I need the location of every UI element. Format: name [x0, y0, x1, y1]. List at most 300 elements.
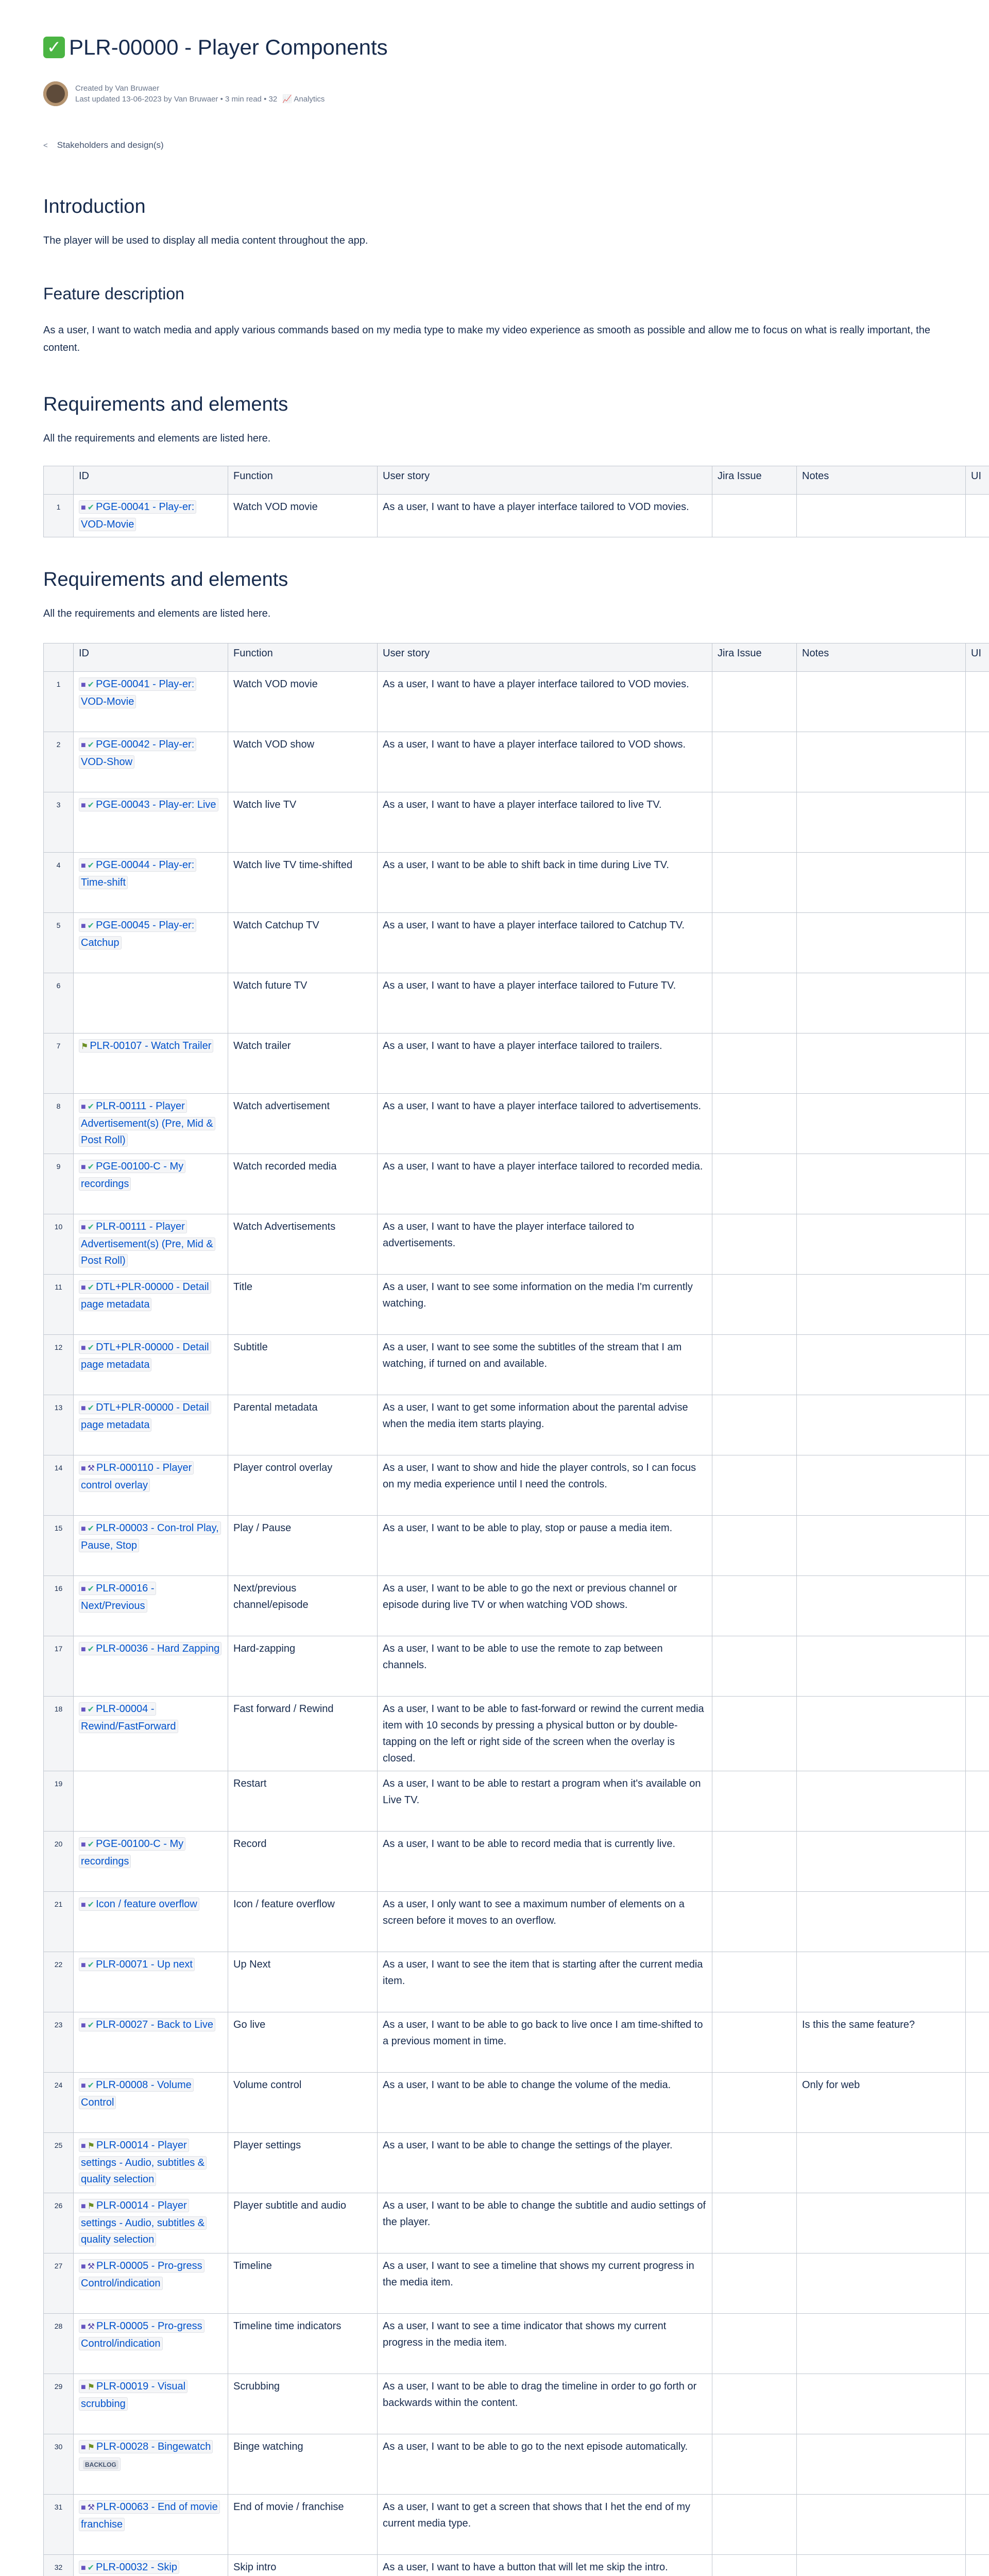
function-cell: Play / Pause — [228, 1516, 378, 1576]
table-row — [44, 1335, 989, 1395]
status-badge: BACKLOG — [83, 2460, 118, 2469]
requirements-table — [43, 643, 989, 2576]
link-label[interactable]: PLR-00107 - Watch Trailer — [90, 1040, 212, 1052]
link-label[interactable]: PLR-000110 - Player control overlay — [81, 1462, 192, 1491]
table-row — [44, 1576, 989, 1636]
column-header: UI — [966, 643, 989, 672]
check-icon: ✔ — [87, 1344, 95, 1352]
link-label[interactable]: PLR-00028 - Bingewatch — [96, 2441, 211, 2452]
table-row — [44, 792, 989, 853]
page-link[interactable] — [79, 919, 196, 950]
function-cell: Scrubbing — [228, 2374, 378, 2434]
page-link[interactable] — [79, 2139, 207, 2186]
ui-cell — [966, 2374, 989, 2434]
column-header — [44, 466, 74, 495]
table-row — [44, 2253, 989, 2314]
jira-issue-cell — [712, 1033, 797, 1094]
column-header: Jira Issue — [712, 643, 797, 672]
views-count[interactable]: 32 — [268, 95, 278, 104]
id-cell — [74, 672, 228, 732]
user-story-cell: As a user, I want to see a time indicator that shows my current progress in the media item. — [378, 2314, 712, 2374]
feature-heading: Feature description — [43, 284, 184, 303]
table-row — [44, 2133, 989, 2193]
page-link[interactable] — [79, 1099, 215, 1147]
page-link[interactable] — [79, 1958, 195, 1971]
bookmark-icon: ■ — [81, 1103, 86, 1111]
id-cell — [74, 1455, 228, 1516]
bookmark-icon: ■ — [81, 741, 86, 750]
page-link[interactable] — [79, 1160, 185, 1191]
bookmark-icon: ■ — [81, 1283, 86, 1292]
table-row — [44, 2193, 989, 2253]
table-row — [44, 1275, 989, 1335]
function-cell: Watch live TV — [228, 792, 378, 853]
link-label[interactable]: PLR-00111 - Player Advertisement(s) (Pre, Mid & Post Roll) — [81, 1221, 213, 1266]
check-icon: ✔ — [87, 861, 95, 870]
user-story-cell: As a user, I want to have a player interface tailored to VOD movies. — [378, 672, 712, 732]
check-icon: ✔ — [87, 681, 95, 689]
jira-issue-cell — [712, 2253, 797, 2314]
function-cell: Restart — [228, 1771, 378, 1832]
breadcrumb[interactable] — [43, 140, 164, 150]
user-story-cell: As a user, I want to have a player interface tailored to Catchup TV. — [378, 913, 712, 973]
check-icon: ✔ — [87, 1524, 95, 1533]
row-number: 21 — [44, 1892, 74, 1952]
link-label[interactable]: DTL+PLR-00000 - Detail page metadata — [81, 1402, 209, 1431]
jira-issue-cell — [712, 1636, 797, 1697]
id-cell — [74, 1892, 228, 1952]
table-row — [44, 2434, 989, 2495]
bookmark-icon: ■ — [81, 1585, 86, 1594]
row-number: 11 — [44, 1275, 74, 1335]
jira-issue-cell — [712, 2073, 797, 2133]
id-cell — [74, 792, 228, 853]
user-story-cell: As a user, I want to be able to use the remote to zap between channels. — [378, 1636, 712, 1697]
page-link[interactable] — [79, 2199, 207, 2246]
requirements-table — [43, 466, 989, 537]
breadcrumb-parent[interactable]: Stakeholders and design(s) — [57, 140, 164, 150]
flag-icon: ⚑ — [87, 2142, 95, 2150]
table-row — [44, 1094, 989, 1154]
table-row — [44, 2073, 989, 2133]
check-icon: ✔ — [87, 1645, 95, 1654]
row-number: 12 — [44, 1335, 74, 1395]
page-link[interactable] — [79, 2319, 204, 2350]
link-label[interactable]: PLR-00111 - Player Advertisement(s) (Pre, Mid & Post Roll) — [81, 1100, 213, 1146]
function-cell: End of movie / franchise — [228, 2495, 378, 2555]
last-updated[interactable]: Last updated 13-06-2023 by Van Bruwaer — [75, 95, 218, 104]
page-title-row — [43, 35, 388, 60]
link-label[interactable]: PLR-00014 - Player settings - Audio, subtitles & quality selection — [81, 2140, 205, 2185]
ui-cell — [966, 1771, 989, 1832]
ui-cell — [966, 2253, 989, 2314]
table-header-row — [44, 643, 989, 672]
jira-issue-cell — [712, 1952, 797, 2012]
ui-cell — [966, 1275, 989, 1335]
link-label[interactable]: PLR-00019 - Visual scrubbing — [81, 2381, 186, 2410]
id-cell — [74, 973, 228, 1033]
id-cell — [74, 1516, 228, 1576]
page-link[interactable] — [79, 1220, 215, 1267]
table-row — [44, 1892, 989, 1952]
notes-cell — [797, 672, 966, 732]
page-link[interactable] — [79, 1341, 211, 1371]
table-row — [44, 1952, 989, 2012]
ui-cell — [966, 2193, 989, 2253]
jira-issue-cell — [712, 1892, 797, 1952]
row-number: 1 — [44, 495, 74, 537]
link-label[interactable]: DTL+PLR-00000 - Detail page metadata — [81, 1281, 209, 1310]
notes-cell — [797, 2374, 966, 2434]
link-label[interactable]: PLR-00003 - Con-trol Play, Pause, Stop — [81, 1522, 219, 1551]
jira-issue-cell — [712, 1275, 797, 1335]
table-row — [44, 1214, 989, 1275]
id-cell — [74, 1033, 228, 1094]
jira-issue-cell — [712, 495, 797, 537]
link-label[interactable]: PLR-00016 - Next/Previous — [81, 1583, 155, 1612]
flag-icon: ⚑ — [87, 2383, 95, 2392]
bookmark-icon: ■ — [81, 1901, 86, 1909]
analytics-icon[interactable]: 📈 — [282, 95, 293, 104]
check-icon: ✔ — [87, 1585, 95, 1594]
check-icon: ✓ — [43, 37, 65, 58]
table-row — [44, 1636, 989, 1697]
row-number: 30 — [44, 2434, 74, 2495]
notes-cell — [797, 2253, 966, 2314]
page-link[interactable] — [79, 1039, 213, 1053]
ui-cell — [966, 1455, 989, 1516]
link-label[interactable]: PLR-00032 - Skip — [96, 2562, 177, 2573]
id-cell — [74, 1094, 228, 1154]
notes-cell — [797, 1576, 966, 1636]
bookmark-icon: ■ — [81, 922, 86, 930]
page-link[interactable] — [79, 798, 218, 811]
check-icon: ✔ — [87, 2564, 95, 2572]
row-number: 2 — [44, 732, 74, 792]
page-link[interactable] — [79, 1897, 199, 1911]
link-label[interactable]: PGE-00042 - Play-er: VOD-Show — [81, 739, 195, 768]
avatar[interactable] — [43, 81, 68, 106]
ui-cell — [966, 1094, 989, 1154]
table-row — [44, 1771, 989, 1832]
user-story-cell: As a user, I want to have a player interface tailored to trailers. — [378, 1033, 712, 1094]
row-number: 4 — [44, 853, 74, 913]
check-icon: ✔ — [87, 1283, 95, 1292]
page-link[interactable] — [79, 1521, 221, 1552]
bookmark-icon: ■ — [81, 1404, 86, 1413]
user-story-cell: As a user, I want to have a player interface tailored to advertisements. — [378, 1094, 712, 1154]
page-link[interactable] — [79, 858, 196, 889]
user-story-cell: As a user, I only want to see a maximum number of elements on a screen before it moves to an overflow. — [378, 1892, 712, 1952]
row-number: 28 — [44, 2314, 74, 2374]
page-link[interactable] — [79, 2440, 213, 2471]
table-header-row — [44, 466, 989, 495]
flag-icon: ⚑ — [81, 1042, 89, 1051]
check-icon: ✔ — [87, 1163, 95, 1172]
function-cell: Go live — [228, 2012, 378, 2073]
page-link[interactable] — [79, 738, 196, 769]
function-cell: Player settings — [228, 2133, 378, 2193]
row-number: 19 — [44, 1771, 74, 1832]
id-cell — [74, 2374, 228, 2434]
page-link[interactable] — [79, 1461, 194, 1492]
function-cell: Parental metadata — [228, 1395, 378, 1455]
link-label[interactable]: PGE-00045 - Play-er: Catchup — [81, 920, 195, 948]
ui-cell — [966, 2434, 989, 2495]
bookmark-icon: ■ — [81, 1464, 86, 1473]
page-link[interactable] — [79, 677, 196, 708]
user-story-cell: As a user, I want to be able to go back to live once I am time-shifted to a previous moment in time. — [378, 2012, 712, 2073]
jira-issue-cell — [712, 1154, 797, 1214]
wrench-icon: ⚒ — [87, 1464, 95, 1473]
function-cell: Volume control — [228, 2073, 378, 2133]
ui-cell — [966, 2073, 989, 2133]
jira-issue-cell — [712, 2495, 797, 2555]
user-story-cell: As a user, I want to be able to go to the next episode automatically. — [378, 2434, 712, 2495]
check-icon: ✔ — [87, 503, 95, 512]
user-story-cell: As a user, I want to have the player interface tailored to advertisements. — [378, 1214, 712, 1275]
row-number: 31 — [44, 2495, 74, 2555]
link-label[interactable]: PGE-00041 - Play-er: VOD-Movie — [81, 501, 195, 530]
user-story-cell: As a user, I want to be able to drag the timeline in order to go forth or backwards within the content. — [378, 2374, 712, 2434]
user-story-cell: As a user, I want to have a player interface tailored to live TV. — [378, 792, 712, 853]
link-label[interactable]: PLR-00027 - Back to Live — [96, 2019, 213, 2030]
link-label[interactable]: Icon / feature overflow — [96, 1899, 197, 1910]
id-cell — [74, 1154, 228, 1214]
link-label[interactable]: PLR-00071 - Up next — [96, 1959, 193, 1970]
link-label[interactable]: PGE-00100-C - My recordings — [81, 1161, 184, 1190]
notes-cell: Is this the same feature? — [797, 2012, 966, 2073]
function-cell: Binge watching — [228, 2434, 378, 2495]
jira-issue-cell — [712, 2374, 797, 2434]
function-cell: Icon / feature overflow — [228, 1892, 378, 1952]
jira-issue-cell — [712, 2314, 797, 2374]
function-cell: Player subtitle and audio — [228, 2193, 378, 2253]
confluence-page — [21, 0, 981, 2576]
notes-cell — [797, 1892, 966, 1952]
bookmark-icon: ■ — [81, 2021, 86, 2030]
function-cell: Subtitle — [228, 1335, 378, 1395]
link-label[interactable]: PGE-00100-C - My recordings — [81, 1838, 184, 1867]
link-label[interactable]: PGE-00043 - Play-er: Live — [96, 799, 216, 810]
notes-cell — [797, 1033, 966, 1094]
check-icon: ✔ — [87, 2081, 95, 2090]
table-row — [44, 1033, 989, 1094]
id-cell — [74, 1771, 228, 1832]
jira-issue-cell — [712, 1335, 797, 1395]
id-cell — [74, 1395, 228, 1455]
table-row — [44, 1154, 989, 1214]
row-number: 16 — [44, 1576, 74, 1636]
column-header: UI — [966, 466, 989, 495]
id-cell — [74, 2495, 228, 2555]
bookmark-icon: ■ — [81, 2564, 86, 2572]
function-cell: Watch trailer — [228, 1033, 378, 1094]
function-cell: Watch VOD movie — [228, 672, 378, 732]
notes-cell — [797, 732, 966, 792]
bookmark-icon: ■ — [81, 1961, 86, 1970]
function-cell: Timeline time indicators — [228, 2314, 378, 2374]
jira-issue-cell — [712, 2555, 797, 2576]
page-link[interactable] — [79, 2018, 215, 2031]
user-story-cell: As a user, I want to have a player interface tailored to recorded media. — [378, 1154, 712, 1214]
notes-cell — [797, 2314, 966, 2374]
id-cell — [74, 1832, 228, 1892]
requirements-text: All the requirements and elements are listed here. — [43, 433, 271, 444]
ui-cell — [966, 672, 989, 732]
ui-cell — [966, 2495, 989, 2555]
function-cell: Record — [228, 1832, 378, 1892]
jira-issue-cell — [712, 792, 797, 853]
notes-cell: Only for web — [797, 2073, 966, 2133]
user-story-cell: As a user, I want to have a player interface tailored to VOD shows. — [378, 732, 712, 792]
table-row — [44, 1516, 989, 1576]
jira-issue-cell — [712, 732, 797, 792]
link-label[interactable]: PLR-00005 - Pro-gress Control/indication — [81, 2260, 202, 2289]
function-cell: Watch live TV time-shifted — [228, 853, 378, 913]
table-row — [44, 2314, 989, 2374]
id-cell — [74, 2073, 228, 2133]
link-label[interactable]: PGE-00044 - Play-er: Time-shift — [81, 859, 195, 888]
row-number: 32 — [44, 2555, 74, 2576]
ui-cell — [966, 1892, 989, 1952]
function-cell: Fast forward / Rewind — [228, 1697, 378, 1771]
column-header: User story — [378, 643, 712, 672]
bookmark-icon: ■ — [81, 2323, 86, 2331]
user-story-cell: As a user, I want to be able to play, stop or pause a media item. — [378, 1516, 712, 1576]
read-time: 3 min read — [225, 95, 262, 104]
id-cell — [74, 1275, 228, 1335]
bookmark-icon: ■ — [81, 1344, 86, 1352]
link-label[interactable]: PLR-00014 - Player settings - Audio, subtitles & quality selection — [81, 2200, 205, 2245]
link-label[interactable]: PLR-00063 - End of movie franchise — [81, 2501, 218, 2530]
ui-cell — [966, 853, 989, 913]
table-row — [44, 672, 989, 732]
notes-cell — [797, 1455, 966, 1516]
page-link[interactable] — [79, 2561, 179, 2576]
user-story-cell: As a user, I want to be able to change the subtitle and audio settings of the player. — [378, 2193, 712, 2253]
notes-cell — [797, 1275, 966, 1335]
row-number: 14 — [44, 1455, 74, 1516]
jira-issue-cell — [712, 1771, 797, 1832]
jira-issue-cell — [712, 672, 797, 732]
notes-cell — [797, 1516, 966, 1576]
notes-cell — [797, 1395, 966, 1455]
link-label[interactable]: PGE-00041 - Play-er: VOD-Movie — [81, 679, 195, 707]
ui-cell — [966, 2314, 989, 2374]
check-icon: ✔ — [87, 1705, 95, 1714]
ui-cell — [966, 1697, 989, 1771]
intro-heading: Introduction — [43, 196, 146, 217]
column-header: Notes — [797, 466, 966, 495]
notes-cell — [797, 1094, 966, 1154]
notes-cell — [797, 913, 966, 973]
jira-issue-cell — [712, 913, 797, 973]
page-link[interactable] — [79, 500, 196, 531]
ui-cell — [966, 1952, 989, 2012]
column-header: Jira Issue — [712, 466, 797, 495]
page-link[interactable] — [79, 1702, 178, 1733]
check-icon: ✔ — [87, 1840, 95, 1849]
user-story-cell: As a user, I want to be able to change the volume of the media. — [378, 2073, 712, 2133]
page-link[interactable] — [79, 2500, 220, 2531]
link-label[interactable]: PLR-00005 - Pro-gress Control/indication — [81, 2320, 202, 2349]
page-link[interactable] — [79, 1642, 221, 1655]
page-title: PLR-00000 - Player Components — [69, 35, 388, 59]
ui-cell — [966, 1636, 989, 1697]
link-label[interactable]: PLR-00036 - Hard Zapping — [96, 1643, 220, 1654]
ui-cell — [966, 1033, 989, 1094]
jira-issue-cell — [712, 1395, 797, 1455]
link-label[interactable]: PLR-00004 - Rewind/FastForward — [81, 1703, 176, 1732]
row-number: 7 — [44, 1033, 74, 1094]
byline — [43, 81, 325, 106]
bookmark-icon: ■ — [81, 1840, 86, 1849]
wrench-icon: ⚒ — [87, 2503, 95, 2512]
table-row — [44, 2555, 989, 2576]
ui-cell — [966, 1154, 989, 1214]
function-cell: Watch VOD show — [228, 732, 378, 792]
function-cell: Next/previous channel/episode — [228, 1576, 378, 1636]
column-header: ID — [74, 466, 228, 495]
bookmark-icon: ■ — [81, 2443, 86, 2452]
link-label[interactable]: PLR-00008 - Volume Control — [81, 2079, 192, 2108]
table-row — [44, 1697, 989, 1771]
function-cell: Watch recorded media — [228, 1154, 378, 1214]
bookmark-icon: ■ — [81, 2262, 86, 2271]
page-link[interactable] — [79, 1280, 211, 1311]
check-icon: ✔ — [87, 922, 95, 930]
function-cell: Hard-zapping — [228, 1636, 378, 1697]
id-cell — [74, 2314, 228, 2374]
table-row — [44, 913, 989, 973]
function-cell: Watch Advertisements — [228, 1214, 378, 1275]
intro-text: The player will be used to display all media content throughout the app. — [43, 235, 368, 246]
ui-cell — [966, 973, 989, 1033]
page-link[interactable] — [79, 2078, 194, 2109]
bookmark-icon: ■ — [81, 2142, 86, 2150]
user-story-cell: As a user, I want to be able to restart a program when it's available on Live TV. — [378, 1771, 712, 1832]
function-cell: Watch future TV — [228, 973, 378, 1033]
check-icon: ✔ — [87, 1404, 95, 1413]
table-row — [44, 1455, 989, 1516]
ui-cell — [966, 1214, 989, 1275]
id-cell — [74, 913, 228, 973]
analytics-link[interactable]: Analytics — [294, 95, 325, 104]
page-link[interactable] — [79, 2259, 204, 2290]
id-cell — [74, 1636, 228, 1697]
page-link[interactable] — [79, 1837, 185, 1868]
jira-issue-cell — [712, 2133, 797, 2193]
function-cell: Watch advertisement — [228, 1094, 378, 1154]
page-link[interactable] — [79, 1582, 156, 1613]
check-icon: ✔ — [87, 741, 95, 750]
ui-cell — [966, 1576, 989, 1636]
jira-issue-cell — [712, 973, 797, 1033]
page-link[interactable] — [79, 1401, 211, 1432]
jira-issue-cell — [712, 2012, 797, 2073]
check-icon: ✔ — [87, 2021, 95, 2030]
row-number: 9 — [44, 1154, 74, 1214]
id-cell — [74, 2012, 228, 2073]
notes-cell — [797, 973, 966, 1033]
jira-issue-cell — [712, 1576, 797, 1636]
link-label[interactable]: DTL+PLR-00000 - Detail page metadata — [81, 1342, 209, 1370]
page-link[interactable] — [79, 2380, 187, 2411]
check-icon: ✔ — [87, 801, 95, 810]
row-number: 23 — [44, 2012, 74, 2073]
bookmark-icon: ■ — [81, 1524, 86, 1533]
